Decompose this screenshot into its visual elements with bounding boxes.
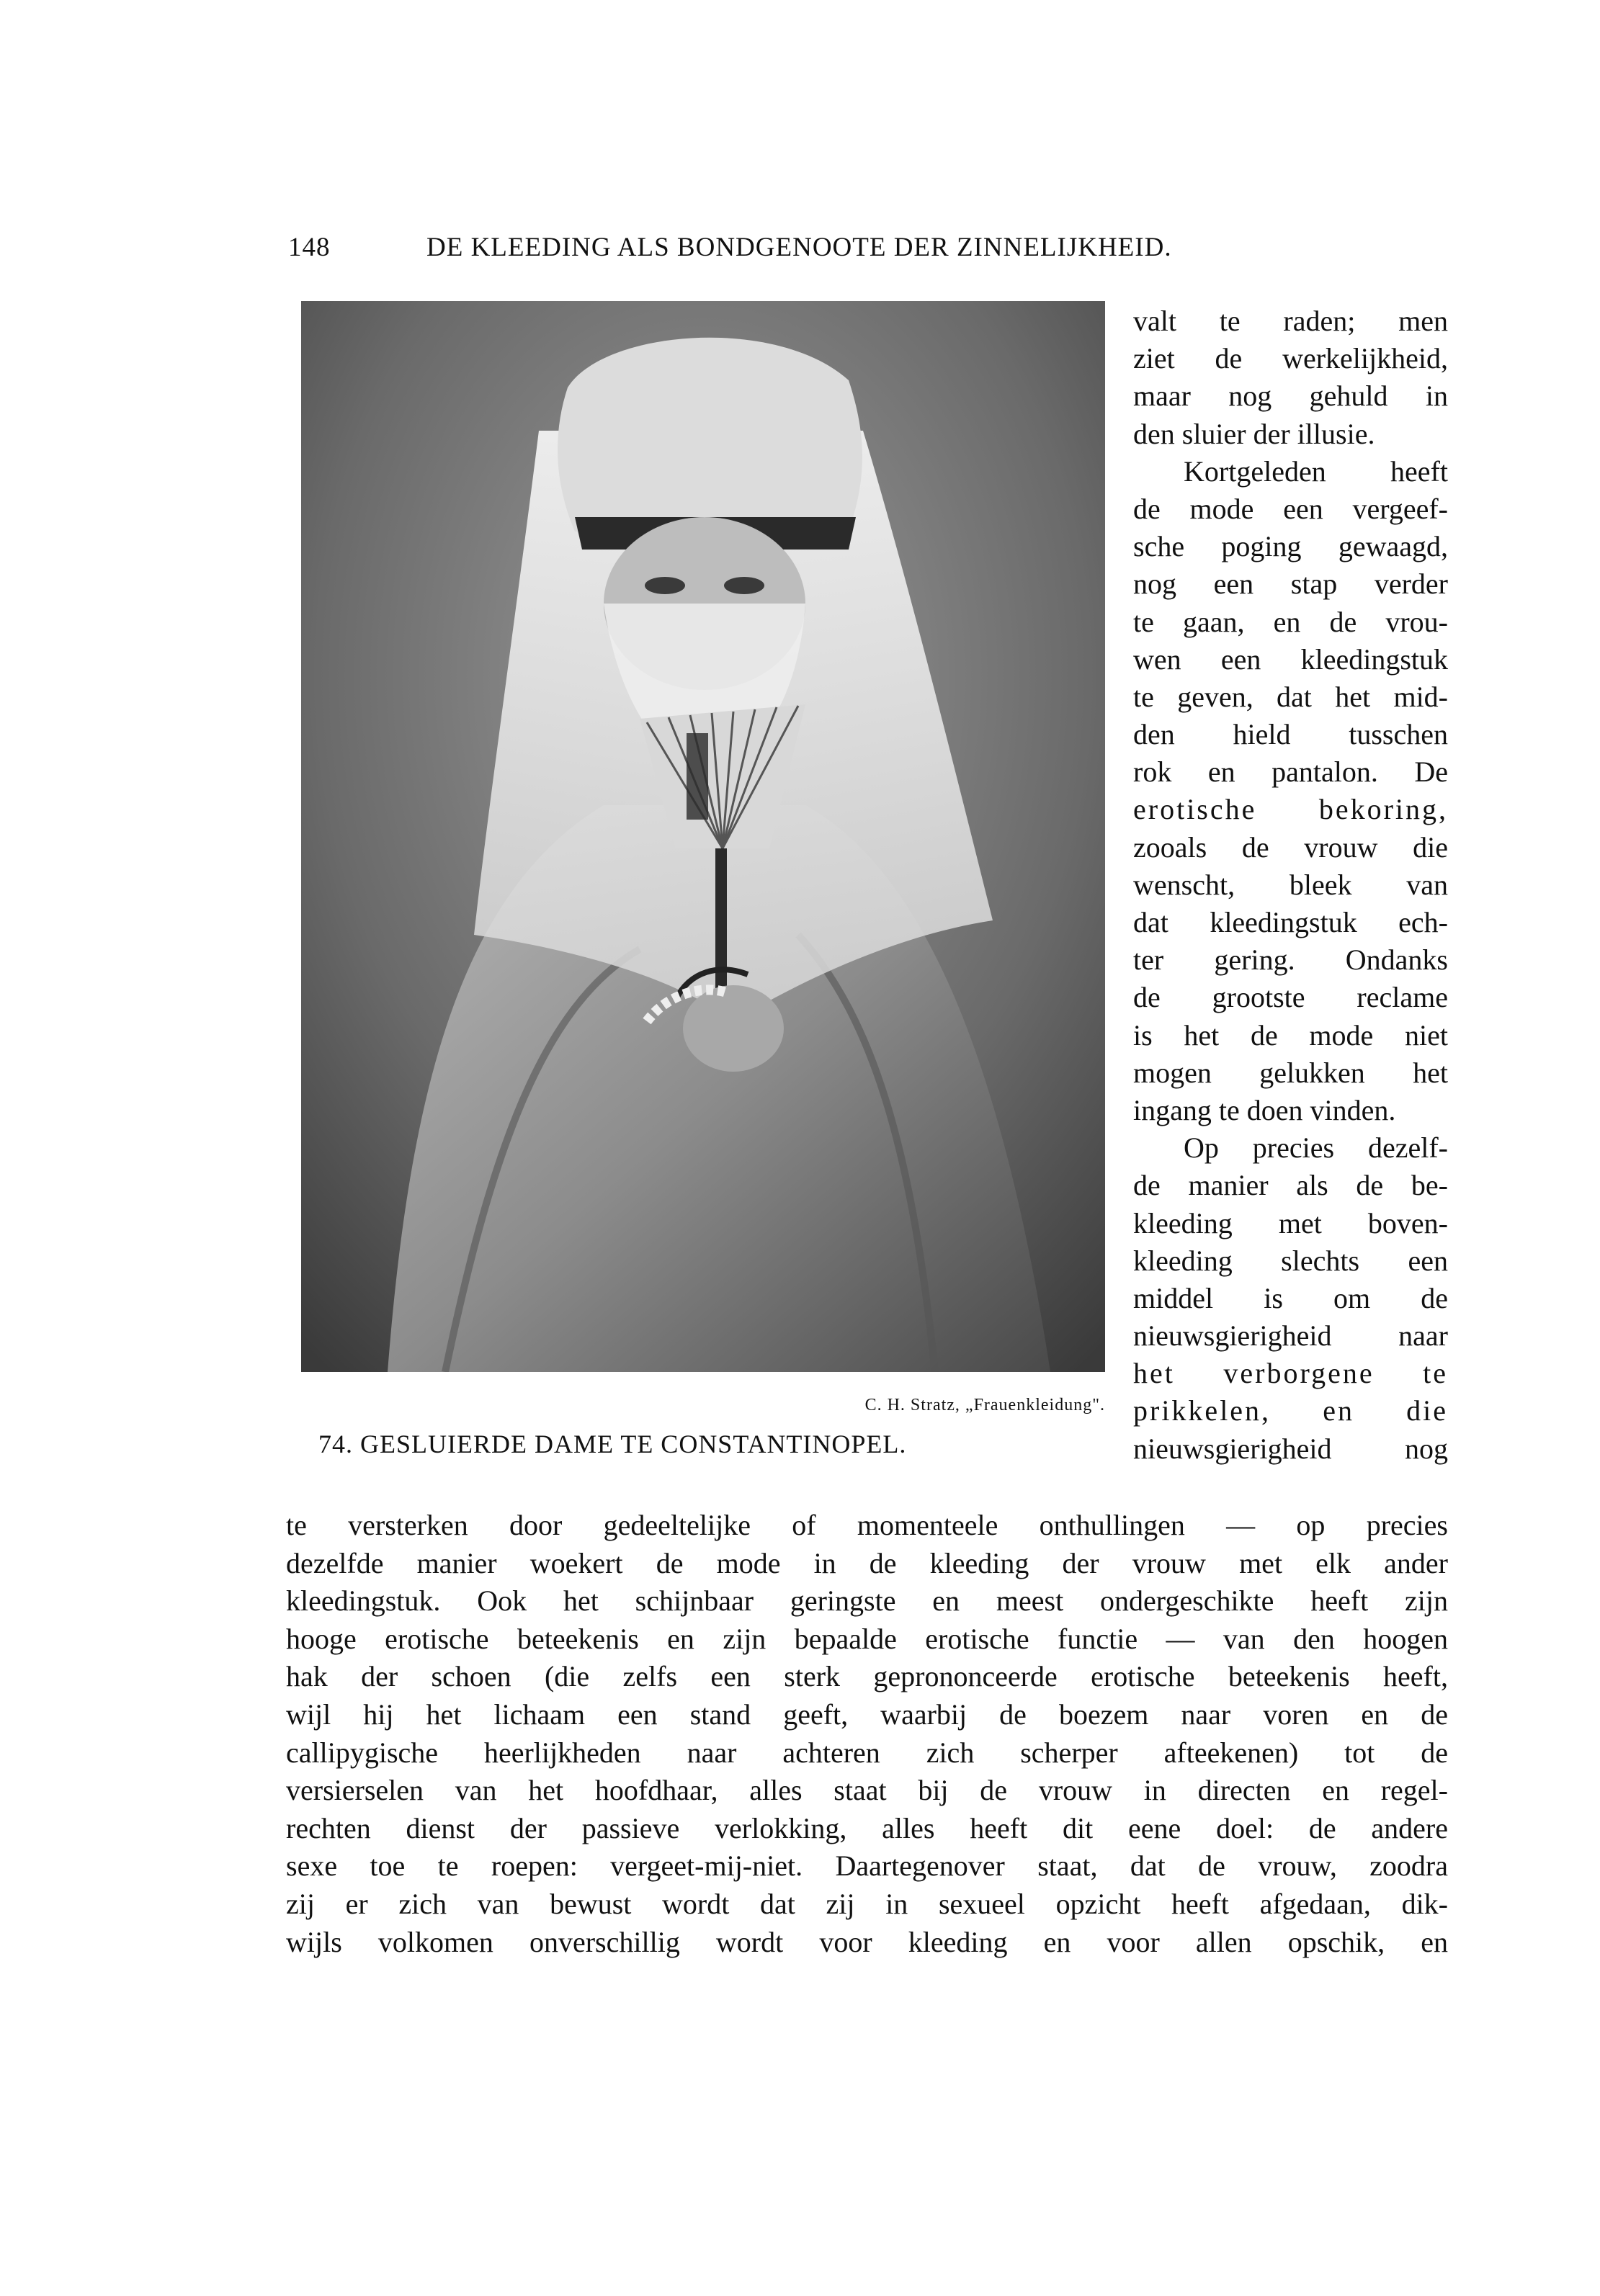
text-line: de mode een vergeef- bbox=[1133, 492, 1448, 525]
text-line: sexe toe te roepen: vergeet-mij-niet. Daartegenover staat, dat de vrouw, zoodra bbox=[286, 1849, 1448, 1883]
side-text-column bbox=[1133, 302, 1448, 1468]
text-line: rechten dienst der passieve verlokking, alles heeft dit eene doel: de andere bbox=[286, 1811, 1448, 1844]
page-number: 148 bbox=[288, 233, 331, 262]
main-text-column bbox=[286, 1507, 1448, 1961]
text-line: mogen gelukken het bbox=[1133, 1056, 1448, 1089]
text-line: maar nog gehuld in bbox=[1133, 380, 1448, 413]
text-line: dezelfde manier woekert de mode in de kleeding der vrouw met elk ander bbox=[286, 1546, 1448, 1579]
page-header bbox=[288, 232, 1441, 275]
text-line: de manier als de be- bbox=[1133, 1169, 1448, 1202]
text-line: ziet de werkelijkheid, bbox=[1133, 342, 1448, 375]
text-line: den hield tusschen bbox=[1133, 718, 1448, 751]
photograph-illustration bbox=[301, 301, 1105, 1372]
text-line: is het de mode niet bbox=[1133, 1018, 1448, 1051]
text-line: rok en pantalon. De bbox=[1133, 755, 1448, 789]
text-line: ter gering. Ondanks bbox=[1133, 943, 1448, 977]
text-line: hak der schoen (die zelfs een sterk geprononceerde erotische beteekenis heeft, bbox=[286, 1660, 1448, 1693]
text-line: nieuwsgierigheid naar bbox=[1133, 1319, 1448, 1353]
text-line: Kortgeleden heeft bbox=[1184, 454, 1448, 488]
text-line: wijls volkomen onverschillig wordt voor kleeding en voor allen opschik, en bbox=[286, 1925, 1448, 1958]
text-line: versierselen van het hoofdhaar, alles staat bij de vrouw in directen en regel- bbox=[286, 1774, 1448, 1807]
text-line: wen een kleedingstuk bbox=[1133, 642, 1448, 676]
text-line: dat kleedingstuk ech- bbox=[1133, 906, 1448, 938]
figure-caption: 74. GESLUIERDE DAME TE CONSTANTINOPEL. bbox=[318, 1430, 907, 1458]
text-line: de grootste reclame bbox=[1133, 981, 1448, 1014]
running-title: DE KLEEDING ALS BONDGENOOTE DER ZINNELIJKHEID. bbox=[426, 233, 1172, 262]
text-line: wenscht, bleek van bbox=[1133, 868, 1448, 901]
text-line: zij er zich van bewust wordt dat zij in sexueel opzicht heeft afgedaan, dik- bbox=[286, 1887, 1448, 1920]
photograph-veiled-lady bbox=[301, 301, 1105, 1372]
text-line: sche poging gewaagd, bbox=[1133, 530, 1448, 563]
text-line: kleeding met boven- bbox=[1133, 1206, 1448, 1239]
text-line: prikkelen, en die bbox=[1133, 1394, 1448, 1427]
text-line: wijl hij het lichaam een stand geeft, waarbij de boezem naar voren en de bbox=[286, 1698, 1448, 1731]
text-line: valt te raden; men bbox=[1133, 305, 1448, 337]
text-line: den sluier der illusie. bbox=[1133, 417, 1375, 450]
text-line: middel is om de bbox=[1133, 1281, 1448, 1314]
figure-credit: C. H. Stratz, „Frauenkleidung". bbox=[864, 1396, 1105, 1414]
text-line: ingang te doen vinden. bbox=[1133, 1093, 1396, 1126]
text-line: hooge erotische beteekenis en zijn bepaalde erotische functie — van den hoogen bbox=[286, 1622, 1448, 1655]
text-line: callipygische heerlijkheden naar achteren zich scherper afteekenen) tot de bbox=[286, 1736, 1448, 1769]
text-line: het verborgene te bbox=[1133, 1357, 1448, 1390]
text-line: nieuwsgierigheid nog bbox=[1133, 1432, 1448, 1465]
text-line: te geven, dat het mid- bbox=[1133, 680, 1448, 713]
text-line: kleedingstuk. Ook het schijnbaar geringste en meest ondergeschikte heeft zijn bbox=[286, 1584, 1448, 1618]
text-line: te versterken door gedeeltelijke of momenteele onthullingen — op precies bbox=[286, 1509, 1448, 1541]
text-line: kleeding slechts een bbox=[1133, 1244, 1448, 1277]
text-line: Op precies dezelf- bbox=[1184, 1131, 1448, 1165]
text-line: erotische bekoring, bbox=[1133, 793, 1448, 826]
text-line: te gaan, en de vrou- bbox=[1133, 605, 1448, 638]
text-line: nog een stap verder bbox=[1133, 568, 1448, 601]
text-line: zooals de vrouw die bbox=[1133, 830, 1448, 864]
